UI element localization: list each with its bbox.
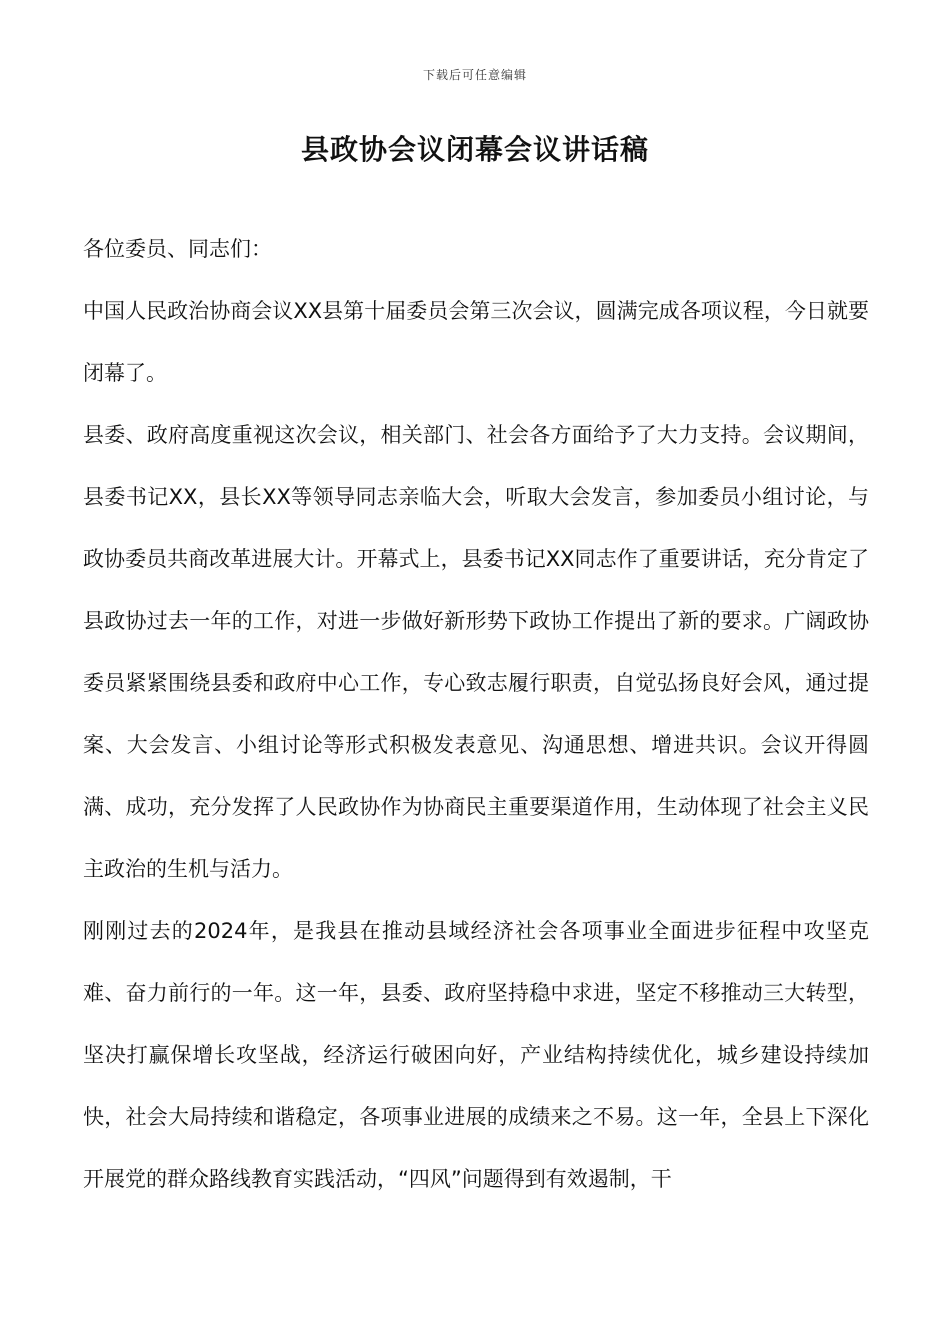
- document-title: 县政协会议闭幕会议讲话稿: [300, 133, 649, 166]
- paragraph-2: 县委、政府高度重视这次会议，相关部门、社会各方面给予了大力支持。会议期间，县委书记XX，县长XX等领导同志亲临大会，听取大会发言，参加委员小组讨论，与政协委员共商改革进展大计。开幕式上，县委书记XX同志作了重要讲话，充分肯定了县政协过去一年的工作，对进一步做好新形势下政协工作提出了新的要求。广阔政协委员紧紧围绕县委和政府中心工作，专心致志履行职责，自觉弘扬良好会风，通过提案、大会发言、小组讨论等形式积极发表意见、沟通思想、增进共识。会议开得圆满、成功，充分发挥了人民政协作为协商民主重要渠道作用，生动体现了社会主义民主政治的生机与活力。: [83, 423, 869, 881]
- document-body: [83, 218, 869, 1210]
- paragraph-1: 中国人民政治协商会议XX县第十届委员会第三次会议，圆满完成各项议程，今日就要闭幕了。: [83, 299, 869, 385]
- salutation: 各位委员、同志们：: [83, 237, 272, 261]
- page-header-note: 下载后可任意编辑: [422, 68, 527, 82]
- paragraph-3: 刚刚过去的2024年，是我县在推动县域经济社会各项事业全面进步征程中攻坚克难、奋力前行的一年。这一年，县委、政府坚持稳中求进，坚定不移推动三大转型，坚决打赢保增长攻坚战，经济运行破困向好，产业结构持续优化，城乡建设持续加快，社会大局持续和谐稳定，各项事业进展的成绩来之不易。这一年，全县上下深化开展党的群众路线教育实践活动，“四风”问题得到有效遏制，干: [83, 919, 869, 1191]
